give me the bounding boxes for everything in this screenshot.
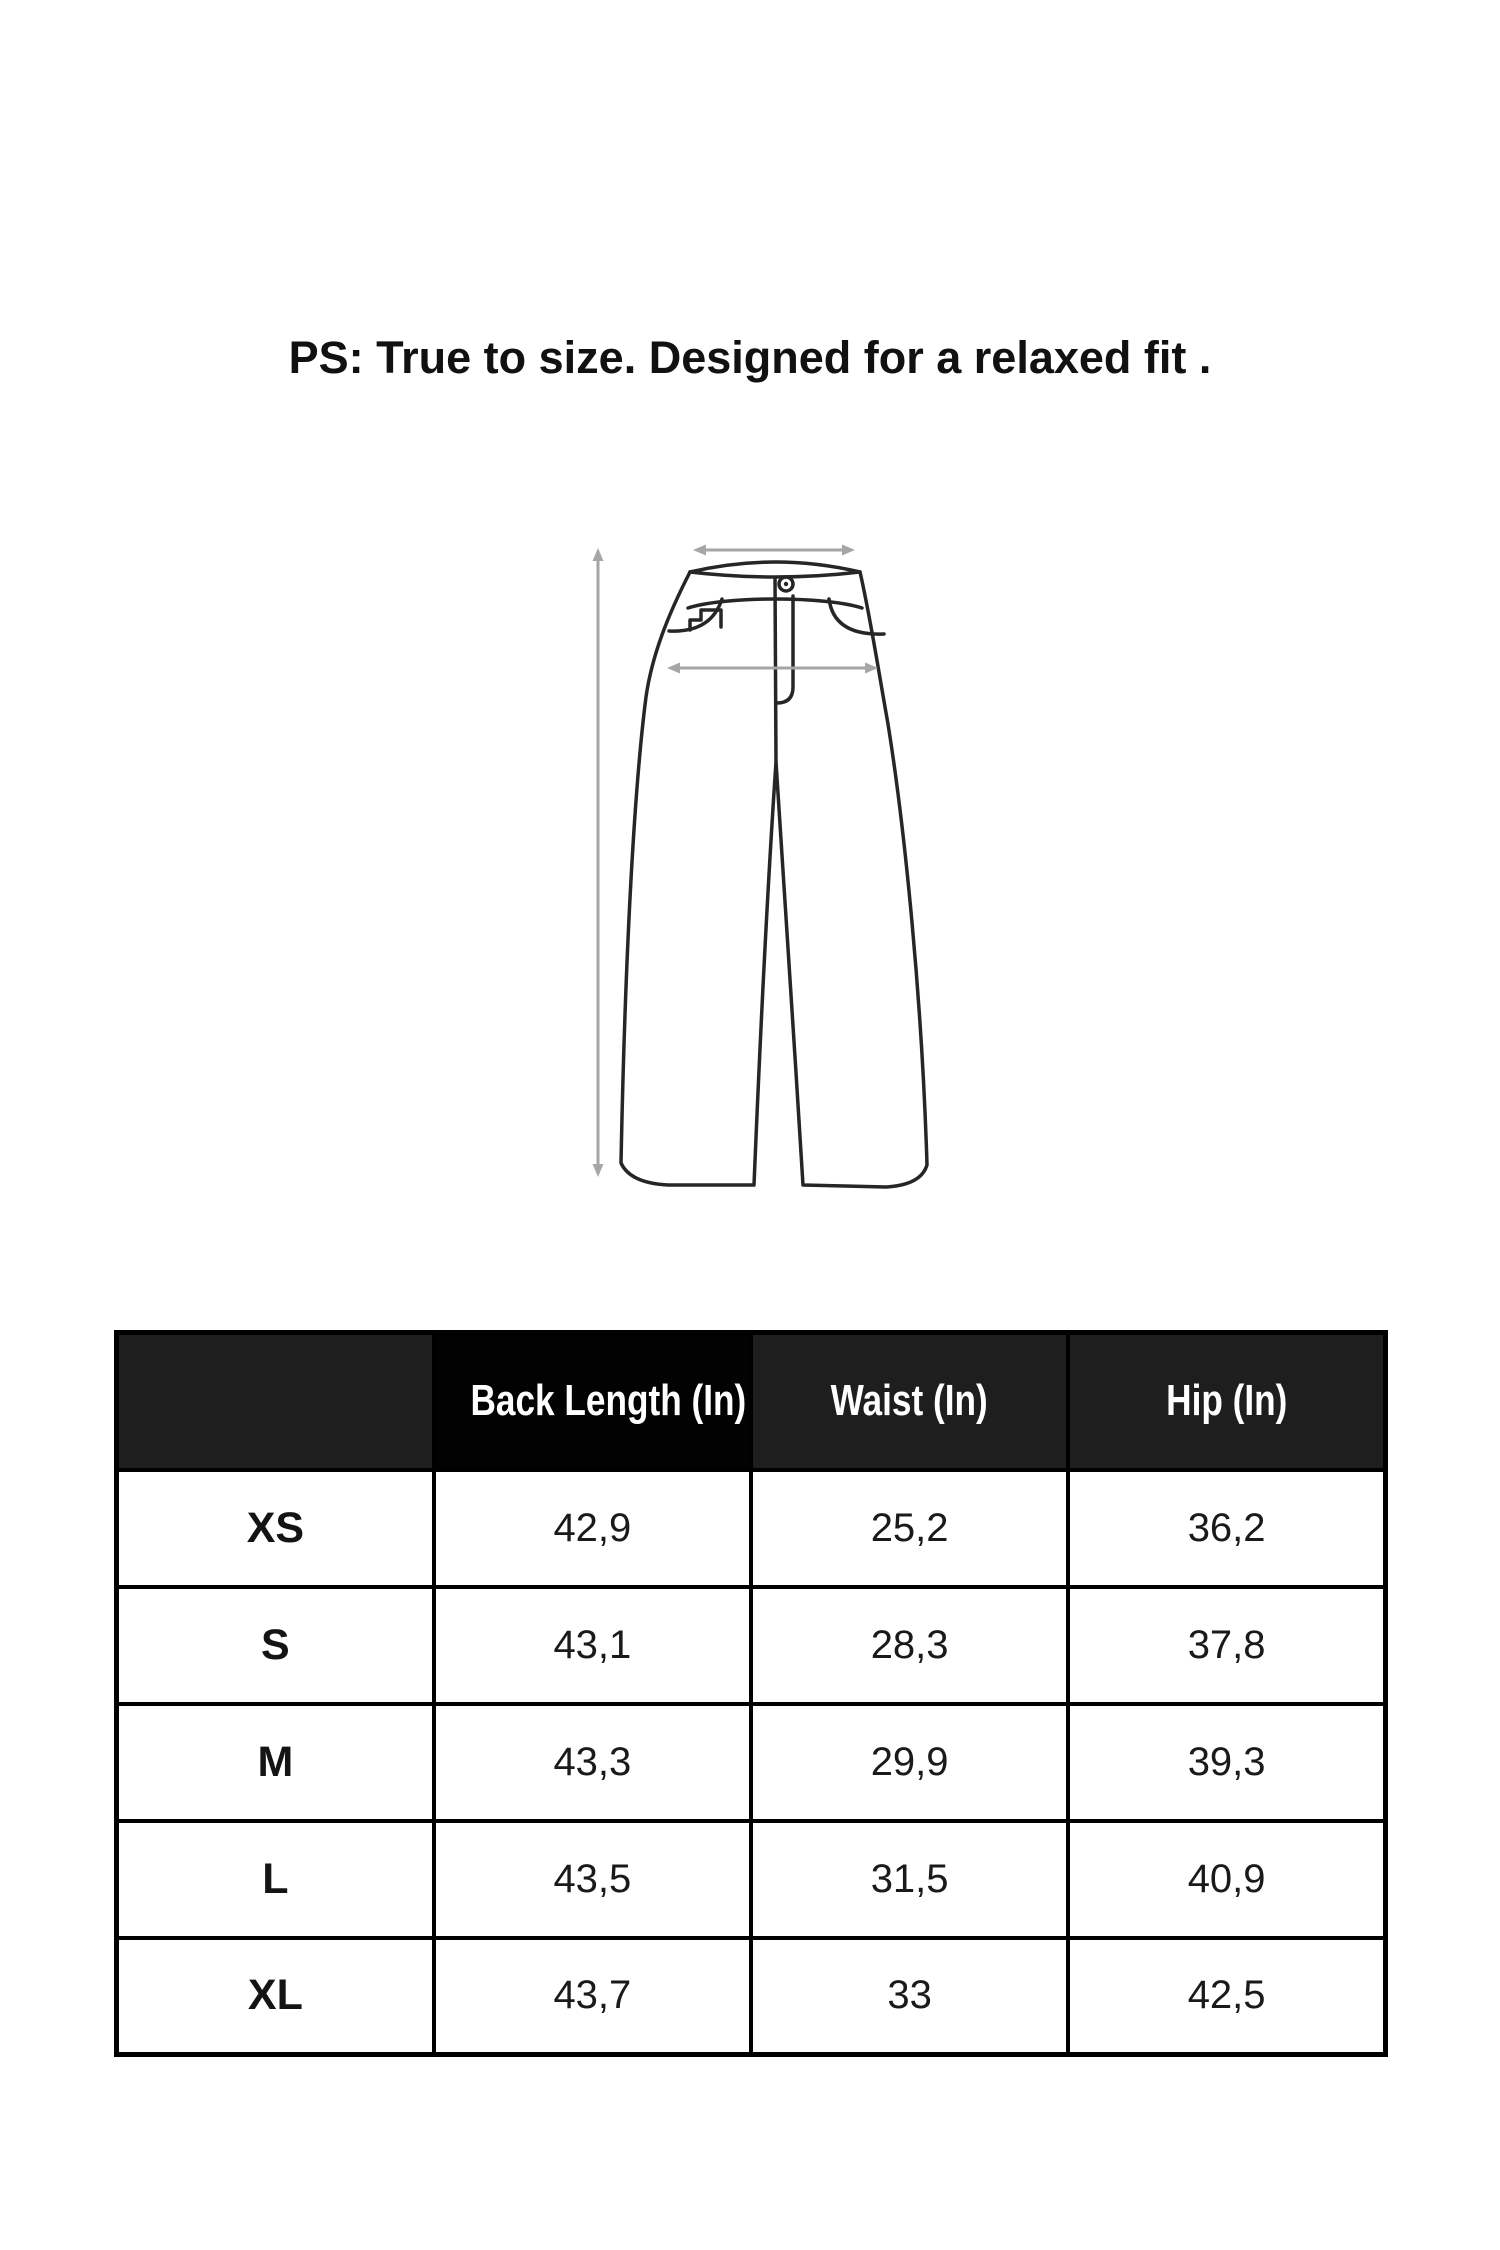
back-length-value: 43,3: [434, 1704, 751, 1821]
waist-value: 29,9: [751, 1704, 1068, 1821]
size-label: S: [117, 1587, 434, 1704]
column-header-back-length: Back Length (In): [434, 1333, 751, 1470]
waist-value: 31,5: [751, 1821, 1068, 1938]
size-label: XS: [117, 1470, 434, 1587]
hip-width-arrow: [667, 663, 878, 674]
size-row-xs: [117, 1470, 1386, 1587]
header-row: [117, 1333, 1386, 1470]
size-label: L: [117, 1821, 434, 1938]
fly-center-seam: [775, 578, 776, 762]
size-row-m: [117, 1704, 1386, 1821]
column-header-waist: Waist (In): [751, 1333, 1068, 1470]
waist-opening-inner-rim: [690, 572, 860, 577]
waist-button-dot: [784, 582, 788, 586]
back-length-value: 42,9: [434, 1470, 751, 1587]
waist-value: 28,3: [751, 1587, 1068, 1704]
fit-note-title: PS: True to size. Designed for a relaxed fit .: [288, 332, 1212, 383]
size-chart-table: [114, 1330, 1388, 2057]
waist-value: 25,2: [751, 1470, 1068, 1587]
hip-value: 36,2: [1068, 1470, 1385, 1587]
back-length-value: 43,7: [434, 1938, 751, 2055]
waist-opening-rim: [690, 562, 860, 572]
size-label: XL: [117, 1938, 434, 2055]
hip-value: 40,9: [1068, 1821, 1385, 1938]
size-row-l: [117, 1821, 1386, 1938]
waist-value: 33: [751, 1938, 1068, 2055]
size-row-xl: [117, 1938, 1386, 2055]
back-length-value: 43,1: [434, 1587, 751, 1704]
back-length-value: 43,5: [434, 1821, 751, 1938]
column-header-hip: Hip (In): [1068, 1333, 1385, 1470]
column-header-blank: [117, 1333, 434, 1470]
fly-j-stitch: [777, 596, 793, 703]
size-row-s: [117, 1587, 1386, 1704]
back-length-arrow: [593, 548, 604, 1177]
hip-value: 39,3: [1068, 1704, 1385, 1821]
hip-value: 37,8: [1068, 1587, 1385, 1704]
hip-value: 42,5: [1068, 1938, 1385, 2055]
pants-measurement-diagram: [540, 520, 960, 1210]
size-label: M: [117, 1704, 434, 1821]
waist-width-arrow: [693, 545, 855, 556]
